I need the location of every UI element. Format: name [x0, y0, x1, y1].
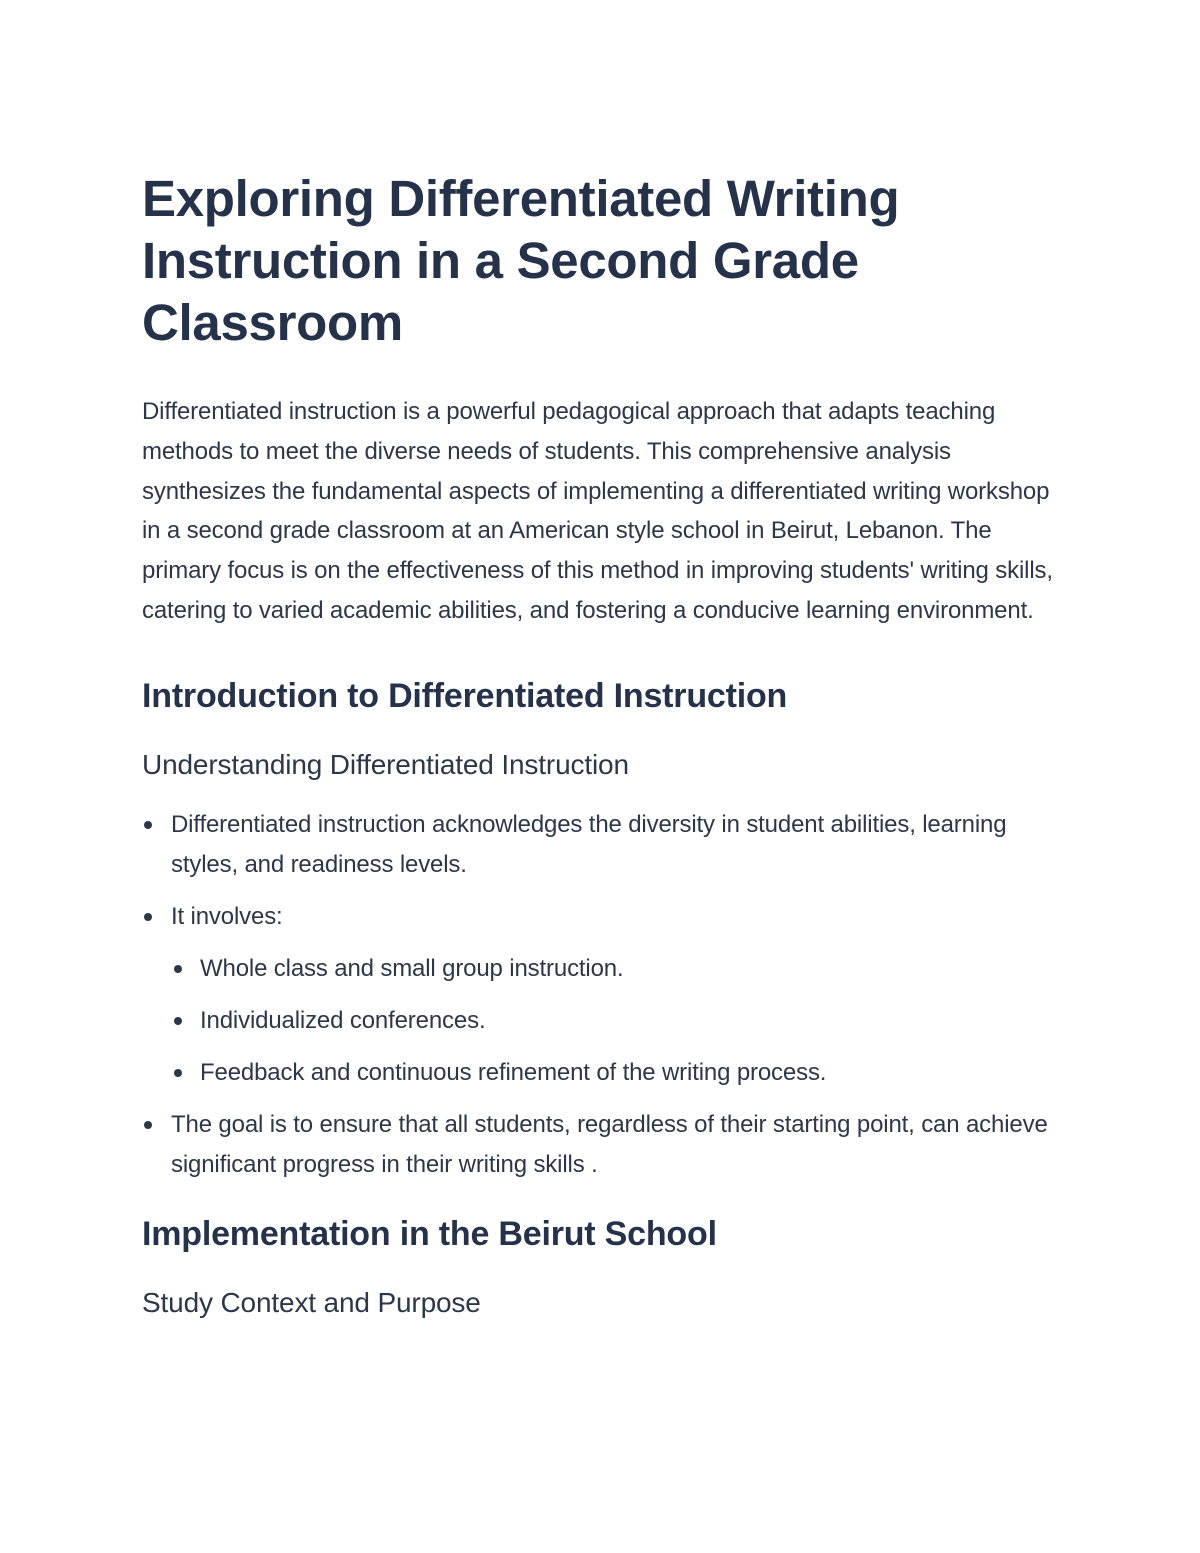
section-heading-introduction: Introduction to Differentiated Instruction: [142, 676, 788, 715]
nested-list-item-text: Feedback and continuous refinement of the writing process.: [200, 1058, 827, 1086]
list-item-text: The goal is to ensure that all students, regardless of their starting point, can achieve significant progress in their writing skills .: [171, 1110, 1048, 1178]
list-item: [142, 897, 1072, 1093]
document-title: Exploring Differentiated Writing Instruction in a Second Grade Classroom: [142, 170, 900, 351]
list-item: [142, 805, 1072, 885]
bullet-dot-icon: [144, 821, 152, 829]
document-page: [142, 168, 1072, 1321]
bullet-list: [142, 805, 1072, 1185]
nested-list-item-text: Whole class and small group instruction.: [200, 954, 624, 982]
list-item-text: It involves:: [171, 902, 283, 930]
nested-list-item: [171, 1001, 1072, 1041]
bullet-dot-icon: [174, 1069, 182, 1077]
list-item-text: Differentiated instruction acknowledges the diversity in student abilities, learning styles, and readiness levels.: [171, 810, 1007, 878]
bullet-dot-icon: [174, 1017, 182, 1025]
section-heading-implementation: Implementation in the Beirut School: [142, 1214, 717, 1253]
list-item: [142, 1105, 1072, 1185]
nested-list-item: [171, 1053, 1072, 1093]
bullet-dot-icon: [174, 965, 182, 973]
bullet-dot-icon: [144, 913, 152, 921]
nested-list-item-text: Individualized conferences.: [200, 1006, 486, 1034]
nested-bullet-list: [171, 949, 1072, 1093]
bullet-dot-icon: [144, 1121, 152, 1129]
subheading-study-context: Study Context and Purpose: [142, 1286, 481, 1318]
nested-list-item: [171, 949, 1072, 989]
subheading-understanding: Understanding Differentiated Instruction: [142, 748, 629, 780]
intro-paragraph: Differentiated instruction is a powerful pedagogical approach that adapts teaching methods to meet the diverse needs of students. This comprehensive analysis synthesizes the fundamental aspects of implementing a differentiated writing workshop in a second grade classroom at an American style school in Beirut, Lebanon. The primary focus is on the effectiveness of this method in improving students' writing skills, catering to varied academic abilities, and fostering a conducive learning environment.: [142, 398, 1053, 624]
